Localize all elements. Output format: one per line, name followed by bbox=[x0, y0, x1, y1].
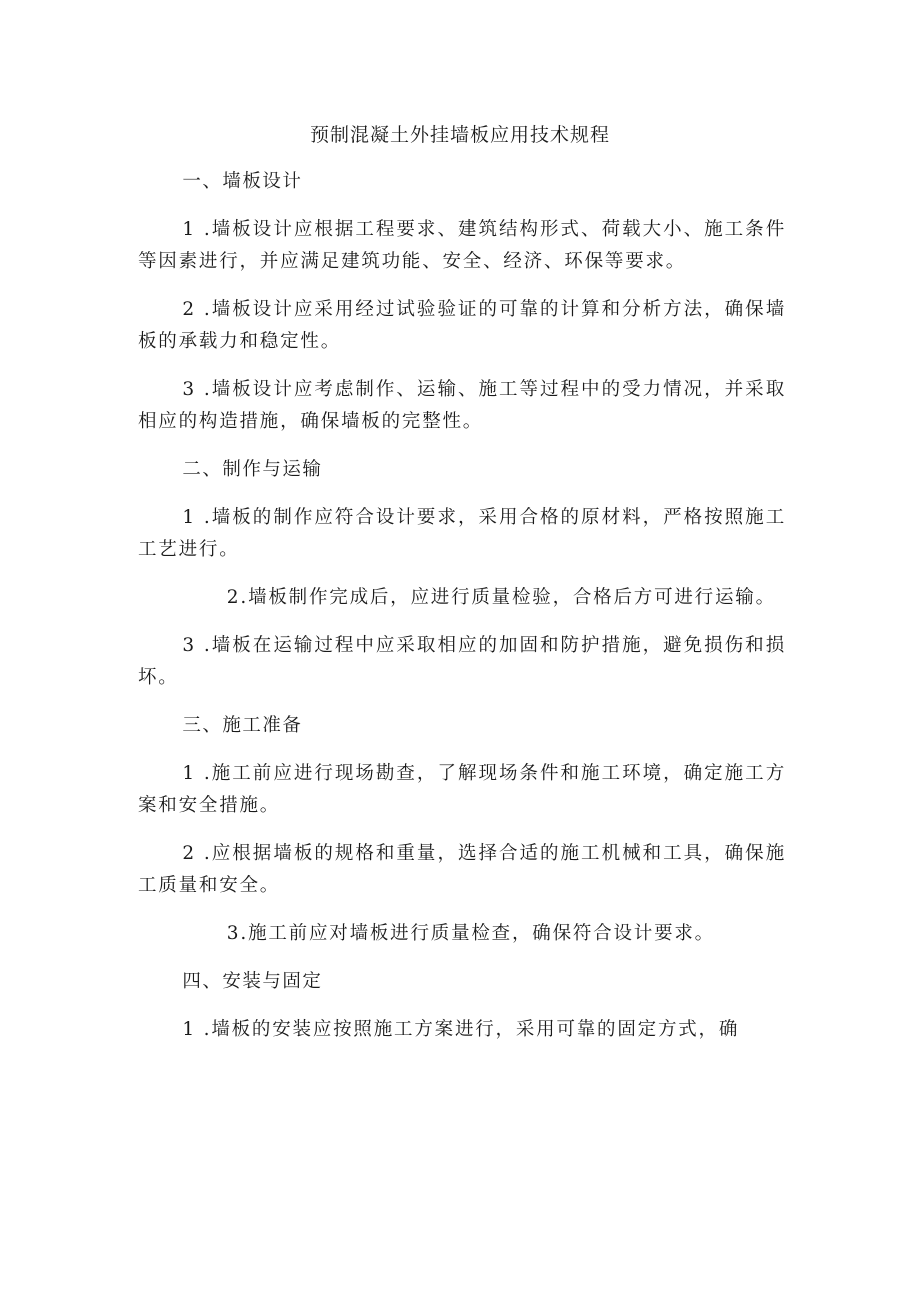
clause-text: .墙板设计应采用经过试验验证的可靠的计算和分析方法，确保墙板的承载力和稳定性。 bbox=[138, 299, 786, 352]
clause-text: .墙板设计应根据工程要求、建筑结构形式、荷载大小、施工条件等因素进行，并应满足建筑功能、安全、经济、环保等要求。 bbox=[138, 219, 786, 272]
document-body bbox=[138, 166, 786, 1062]
clause-2-3 bbox=[138, 630, 786, 694]
clause-text: .墙板的制作应符合设计要求，采用合格的原材料，严格按照施工工艺进行。 bbox=[138, 507, 786, 560]
clause-text: .施工前应进行现场勘查，了解现场条件和施工环境，确定施工方案和安全措施。 bbox=[138, 763, 786, 816]
section-heading-3: 三、施工准备 bbox=[182, 715, 303, 736]
clause-number: 3 bbox=[226, 923, 241, 944]
clause-text: .应根据墙板的规格和重量，选择合适的施工机械和工具，确保施工质量和安全。 bbox=[138, 843, 786, 896]
clause-number: 2 bbox=[226, 587, 241, 608]
clause-2-1 bbox=[138, 502, 786, 566]
section-heading-4: 四、安装与固定 bbox=[182, 971, 323, 992]
clause-number: 3 bbox=[182, 379, 196, 400]
clause-text: .墙板制作完成后，应进行质量检验，合格后方可进行运输。 bbox=[240, 587, 776, 608]
clause-2-2 bbox=[138, 582, 786, 614]
document-title: 预制混凝土外挂墙板应用技术规程 bbox=[309, 124, 610, 146]
clause-number: 1 bbox=[182, 763, 196, 784]
clause-number: 1 bbox=[182, 507, 196, 528]
clause-4-1 bbox=[138, 1014, 786, 1046]
clause-3-2 bbox=[138, 838, 786, 902]
clause-text: .施工前应对墙板进行质量检查，确保符合设计要求。 bbox=[240, 923, 715, 944]
clause-number: 1 bbox=[182, 219, 196, 240]
section-heading-1: 一、墙板设计 bbox=[182, 171, 303, 192]
clause-1-3 bbox=[138, 374, 786, 438]
clause-1-1 bbox=[138, 214, 786, 278]
clause-text: .墙板的安装应按照施工方案进行，采用可靠的固定方式，确 bbox=[203, 1019, 740, 1040]
clause-text: .墙板在运输过程中应采取相应的加固和防护措施，避免损伤和损坏。 bbox=[138, 635, 786, 688]
clause-3-3 bbox=[138, 918, 786, 950]
clause-number: 3 bbox=[182, 635, 196, 656]
section-heading-2: 二、制作与运输 bbox=[182, 459, 323, 480]
clause-number: 2 bbox=[182, 299, 196, 320]
clause-1-2 bbox=[138, 294, 786, 358]
clause-3-1 bbox=[138, 758, 786, 822]
clause-number: 2 bbox=[182, 843, 196, 864]
clause-text: .墙板设计应考虑制作、运输、施工等过程中的受力情况，并采取相应的构造措施，确保墙板的完整性。 bbox=[138, 379, 786, 432]
clause-number: 1 bbox=[182, 1019, 196, 1040]
